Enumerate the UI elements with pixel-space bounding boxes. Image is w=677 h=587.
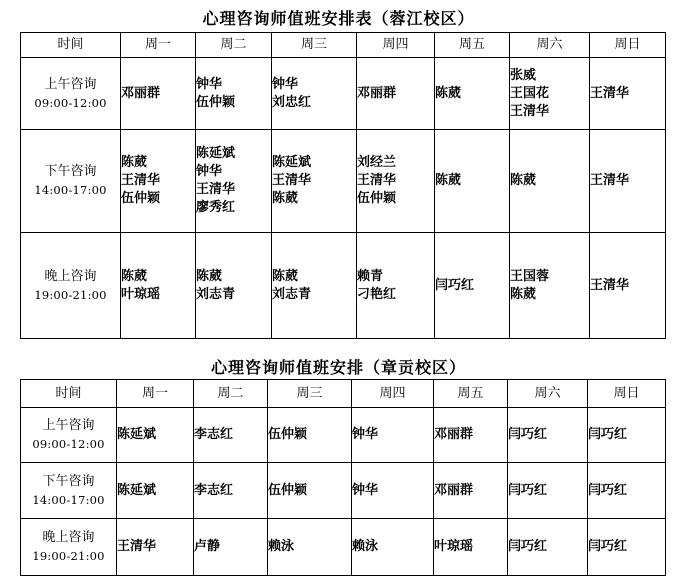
counselor-name: 叶琼瑶 (434, 538, 474, 554)
counselor-name: 赖泳 (352, 538, 379, 554)
counselor-name: 刘志青 (272, 286, 312, 302)
table-header-row (21, 380, 666, 408)
header-cell: 周一 (117, 380, 194, 408)
duty-cell (435, 233, 510, 339)
header-cell: 时间 (21, 33, 121, 58)
counselor-name: 赖青 (357, 268, 384, 284)
header-cell: 周五 (434, 380, 508, 408)
slot-name: 晚上咨询 (44, 268, 97, 284)
time-slot-cell (21, 233, 121, 339)
duty-cell (510, 130, 590, 233)
duty-cell (117, 408, 194, 463)
counselor-name: 陈葳 (510, 286, 537, 302)
duty-cell (510, 233, 590, 339)
counselor-name: 邓丽群 (434, 427, 474, 443)
counselor-name: 赖泳 (268, 538, 295, 554)
header-cell: 周六 (508, 380, 588, 408)
duty-cell (357, 58, 435, 130)
duty-cell (357, 130, 435, 233)
duty-cell (196, 233, 272, 339)
counselor-name: 伍仲颖 (121, 191, 161, 206)
duty-cell (508, 518, 588, 575)
counselor-name: 钟华 (196, 164, 223, 179)
counselor-name: 邓丽群 (357, 85, 397, 101)
duty-cell (588, 518, 666, 575)
counselor-name: 王清华 (510, 103, 550, 119)
counselor-name: 闫巧红 (588, 427, 628, 443)
counselor-name: 闫巧红 (508, 427, 548, 443)
table-row (21, 518, 666, 575)
time-slot-cell (21, 58, 121, 130)
duty-cell (590, 233, 666, 339)
counselor-name: 陈葳 (121, 155, 148, 170)
duty-cell (357, 233, 435, 339)
duty-cell (590, 130, 666, 233)
counselor-name: 陈葳 (435, 85, 462, 101)
duty-cell (588, 408, 666, 463)
counselor-name: 刘志青 (196, 286, 236, 302)
counselor-name: 张威 (510, 67, 537, 83)
table-row (21, 58, 666, 130)
duty-cell (196, 130, 272, 233)
duty-cell (435, 58, 510, 130)
duty-cell (268, 518, 352, 575)
slot-time: 14:00-17:00 (34, 183, 107, 197)
header-cell: 周三 (268, 380, 352, 408)
duty-cell (194, 463, 268, 518)
duty-cell (272, 58, 357, 130)
counselor-name: 王清华 (357, 173, 397, 188)
counselor-name: 王清华 (121, 173, 161, 188)
duty-cell (352, 518, 434, 575)
slot-time: 09:00-12:00 (32, 437, 105, 452)
counselor-name: 钟华 (352, 482, 379, 498)
counselor-name: 陈延斌 (117, 427, 157, 443)
header-cell: 周四 (357, 33, 435, 58)
counselor-name: 陈葳 (435, 173, 462, 188)
counselor-name: 廖秀红 (196, 200, 236, 215)
counselor-name: 钟华 (196, 76, 223, 92)
duty-cell (434, 518, 508, 575)
header-cell: 周二 (194, 380, 268, 408)
counselor-name: 李志红 (194, 482, 234, 498)
table-title-zhanggong: 心理咨询师值班安排（章贡校区） (210, 358, 466, 377)
counselor-name: 王清华 (272, 173, 312, 188)
table-title-rongjiang: 心理咨询师值班安排表（蓉江校区） (202, 9, 475, 28)
counselor-name: 陈葳 (196, 268, 223, 284)
counselor-name: 刘忠红 (272, 94, 312, 110)
counselor-name: 闫巧红 (508, 482, 548, 498)
duty-cell (121, 58, 196, 130)
counselor-name: 邓丽群 (434, 482, 474, 498)
counselor-name: 王国花 (510, 85, 550, 101)
slot-time: 09:00-12:00 (34, 95, 107, 110)
duty-cell (117, 518, 194, 575)
duty-cell (194, 518, 268, 575)
counselor-name: 陈延斌 (196, 146, 236, 161)
counselor-name: 陈葳 (272, 268, 299, 284)
counselor-name: 钟华 (352, 427, 379, 443)
duty-cell (590, 58, 666, 130)
slot-name: 下午咨询 (44, 164, 97, 179)
table-row (21, 463, 666, 518)
header-cell: 周日 (590, 33, 666, 58)
slot-name: 下午咨询 (42, 473, 95, 489)
counselor-name: 王清华 (196, 182, 236, 197)
header-cell: 周五 (435, 33, 510, 58)
counselor-name: 闫巧红 (508, 538, 548, 554)
header-cell: 周一 (121, 33, 196, 58)
slot-name: 晚上咨询 (42, 529, 95, 545)
duty-cell (352, 463, 434, 518)
counselor-name: 王清华 (117, 538, 157, 554)
duty-cell (508, 463, 588, 518)
header-cell: 时间 (21, 380, 117, 408)
counselor-name: 伍仲颖 (268, 482, 308, 498)
counselor-name: 王国蓉 (510, 268, 550, 284)
counselor-name: 王清华 (590, 173, 630, 188)
duty-cell (272, 130, 357, 233)
time-slot-cell (21, 518, 117, 575)
duty-cell (268, 463, 352, 518)
duty-cell (121, 233, 196, 339)
header-cell: 周六 (510, 33, 590, 58)
table-row (21, 233, 666, 339)
slot-name: 上午咨询 (42, 418, 95, 434)
table-header-row (21, 33, 666, 58)
time-slot-cell (21, 463, 117, 518)
duty-cell (194, 408, 268, 463)
counselor-name: 伍仲颖 (357, 191, 397, 206)
counselor-name: 王清华 (590, 277, 630, 293)
header-cell: 周日 (588, 380, 666, 408)
counselor-name: 卢静 (194, 538, 221, 554)
duty-cell (196, 58, 272, 130)
slot-time: 14:00-17:00 (32, 492, 105, 507)
table-row (21, 408, 666, 463)
duty-cell (508, 408, 588, 463)
duty-cell (117, 463, 194, 518)
counselor-name: 刘经兰 (357, 155, 397, 170)
counselor-name: 陈葳 (272, 191, 299, 206)
schedule-table-zhanggong (20, 379, 666, 576)
counselor-name: 伍仲颖 (196, 94, 236, 110)
header-cell: 周二 (196, 33, 272, 58)
counselor-name: 伍仲颖 (268, 427, 308, 443)
duty-cell (268, 408, 352, 463)
header-cell: 周四 (352, 380, 434, 408)
counselor-name: 钟华 (272, 76, 299, 92)
duty-cell (435, 130, 510, 233)
slot-name: 上午咨询 (44, 76, 97, 92)
duty-cell (588, 463, 666, 518)
duty-cell (434, 408, 508, 463)
duty-cell (121, 130, 196, 233)
counselor-name: 闫巧红 (435, 277, 475, 293)
header-cell: 周三 (272, 33, 357, 58)
slot-time: 19:00-21:00 (34, 287, 107, 302)
counselor-name: 李志红 (194, 427, 234, 443)
duty-cell (510, 58, 590, 130)
counselor-name: 刁艳红 (357, 286, 397, 302)
counselor-name: 闫巧红 (588, 482, 628, 498)
counselor-name: 闫巧红 (588, 538, 628, 554)
time-slot-cell (21, 130, 121, 233)
counselor-name: 邓丽群 (121, 85, 161, 101)
counselor-name: 王清华 (590, 85, 630, 101)
counselor-name: 陈延斌 (117, 482, 157, 498)
counselor-name: 叶琼瑶 (121, 286, 161, 302)
duty-cell (352, 408, 434, 463)
time-slot-cell (21, 408, 117, 463)
duty-cell (272, 233, 357, 339)
counselor-name: 陈葳 (510, 173, 537, 188)
counselor-name: 陈延斌 (272, 155, 312, 170)
slot-time: 19:00-21:00 (32, 548, 105, 563)
counselor-name: 陈葳 (121, 268, 148, 284)
table-row (21, 130, 666, 233)
schedule-table-rongjiang (20, 32, 666, 339)
duty-cell (434, 463, 508, 518)
